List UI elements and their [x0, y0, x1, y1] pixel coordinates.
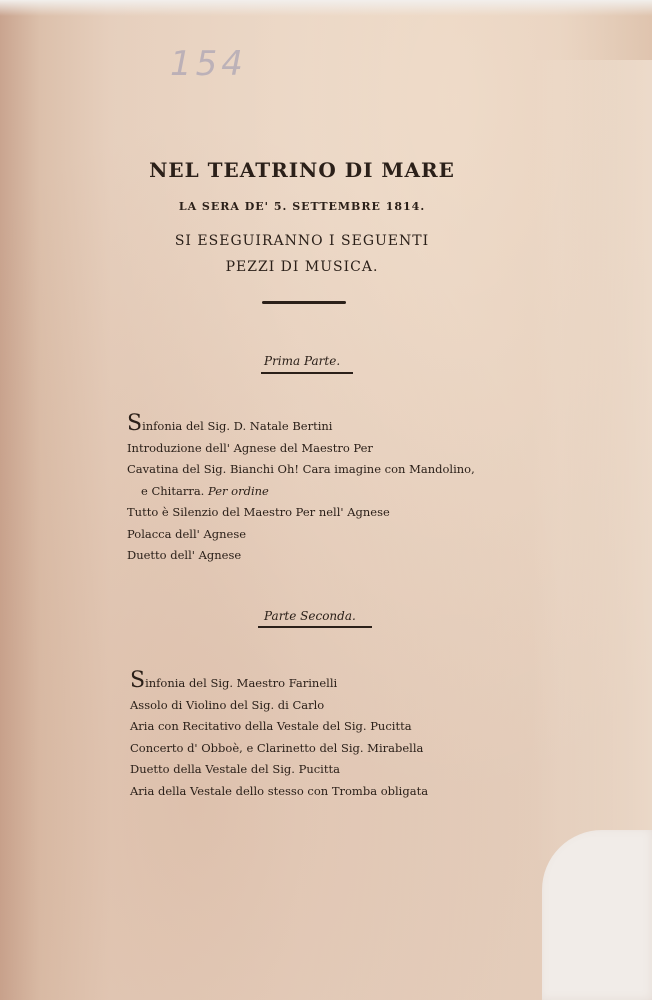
program-item [127, 481, 475, 503]
section-rule-seconda [258, 626, 372, 628]
document-date: LA SERA DE' 5. SETTEMBRE 1814. [178, 200, 426, 213]
program-item [127, 545, 475, 567]
program-item-text: Cavatina del Sig. Bianchi Oh! Cara imagine con Mandolino, [127, 462, 475, 476]
pencil-number: 154 [170, 44, 247, 84]
program-item-text: Polacca dell' Agnese [127, 526, 247, 541]
program-item-note: Per ordine [208, 483, 269, 498]
program-item-text: Introduzione dell' Agnese del Maestro Per [127, 440, 373, 455]
program-item [127, 411, 475, 438]
torn-corner [542, 830, 652, 1000]
paper-edge [0, 0, 652, 16]
program-item [127, 459, 475, 481]
program-item-text: Concerto d' Obboè, e Clarinetto del Sig. Mirabella [130, 740, 424, 755]
program-item-text: Aria della Vestale dello stesso con Tromba obligata [130, 783, 429, 798]
program-item [130, 759, 428, 781]
section-title-prima: Prima Parte. [264, 354, 341, 368]
program-item-text: Aria con Recitativo della Vestale del Sig. Pucitta [130, 719, 412, 733]
program-item [130, 738, 428, 760]
program-item-text: Duetto dell' Agnese [127, 548, 242, 562]
document-subtitle-1: SI ESEGUIRANNO I SEGUENTI [174, 233, 430, 249]
program-item-text: Assolo di Violino del Sig. di Carlo [130, 697, 325, 712]
program-item-text: Duetto della Vestale del Sig. Pucitta [130, 762, 340, 776]
program-item-text: Tutto è Silenzio del Maestro Per nell' Agnese [127, 505, 390, 519]
program-item [130, 695, 428, 717]
drop-cap: S [130, 668, 146, 693]
program-item-text: e Chitarra. [141, 483, 205, 498]
drop-cap: S [127, 411, 143, 436]
document-title: NEL TEATRINO DI MARE [149, 158, 455, 182]
program-item-text: infonia del Sig. D. Natale Bertini [142, 419, 333, 433]
section-title-seconda: Parte Seconda. [264, 609, 356, 623]
section-rule-prima [261, 372, 353, 374]
program-list-seconda [130, 668, 429, 802]
title-divider [262, 301, 346, 304]
program-item [130, 781, 428, 803]
program-list-prima [127, 411, 475, 567]
program-item [130, 716, 428, 738]
document-subtitle-2: PEZZI DI MUSICA. [225, 259, 379, 275]
program-item [130, 668, 428, 695]
program-item-text: infonia del Sig. Maestro Farinelli [145, 676, 338, 690]
program-item [127, 502, 475, 524]
program-item [127, 524, 475, 546]
program-item [127, 438, 475, 460]
